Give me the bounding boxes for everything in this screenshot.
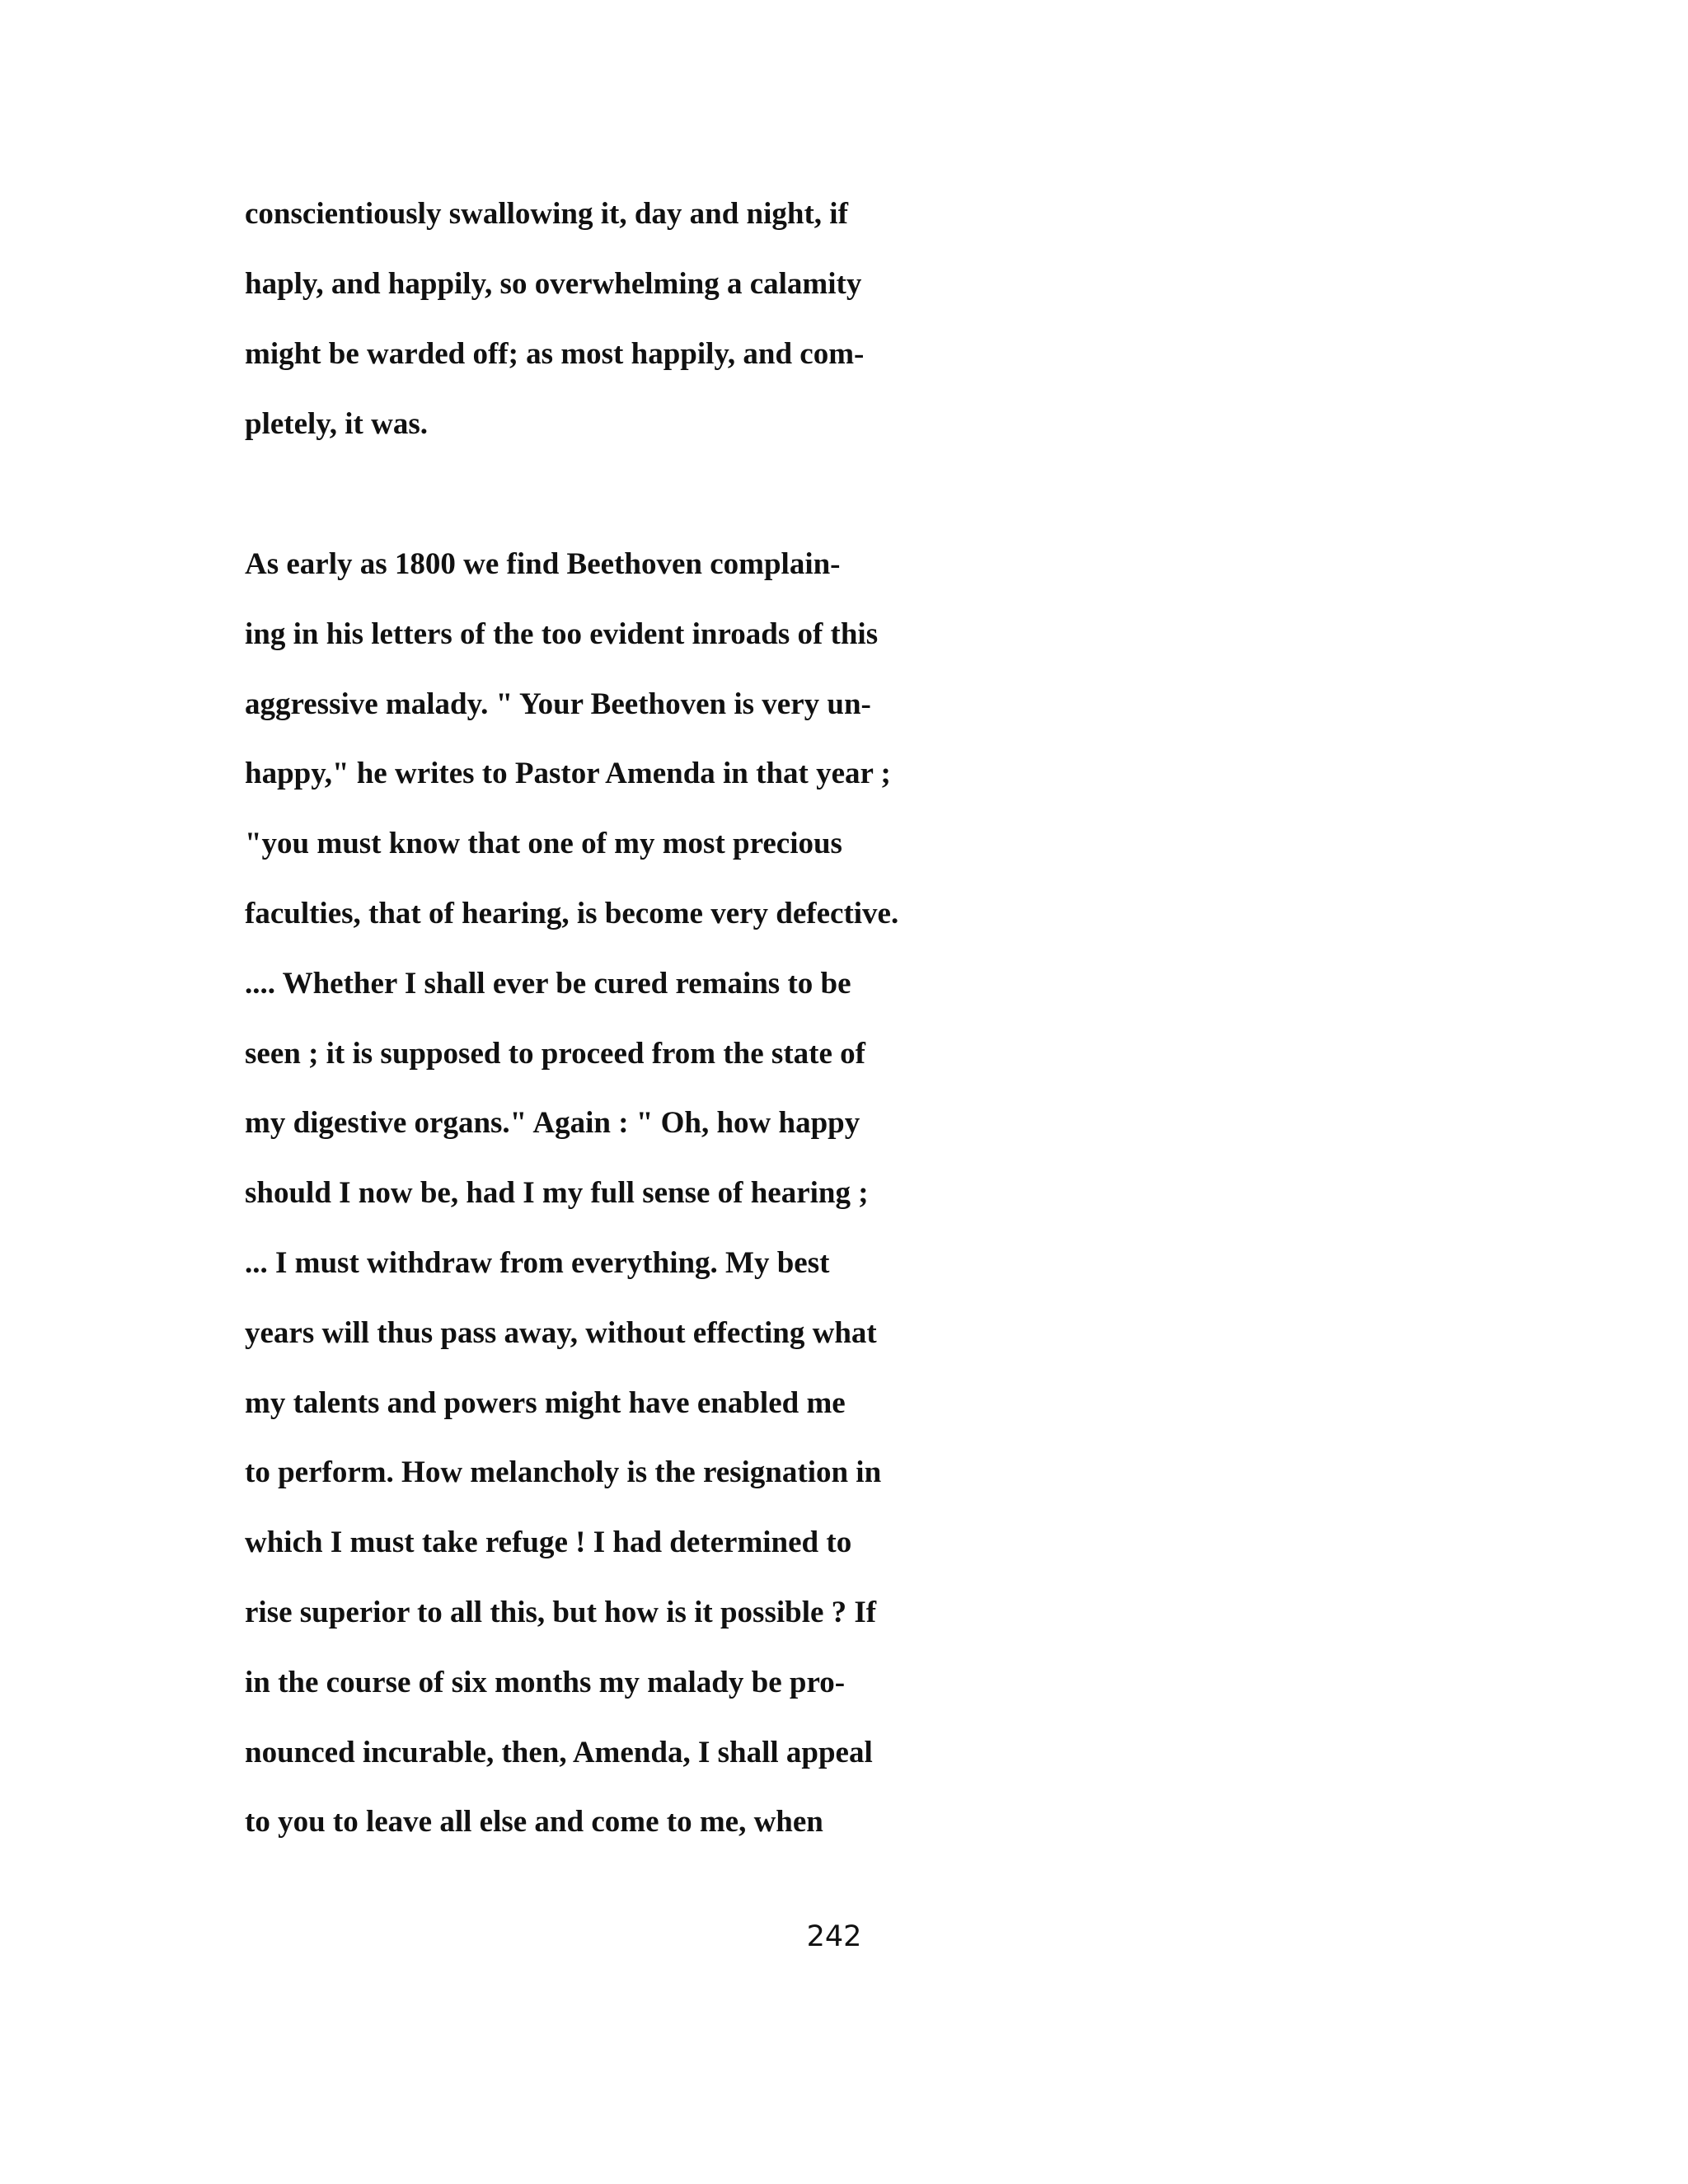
text-line: happy," he writes to Pastor Amenda in that year ; (245, 757, 891, 790)
text-line: years will thus pass away, without effecting what (245, 1316, 877, 1350)
text-line: which I must take refuge ! I had determined to (245, 1526, 852, 1559)
text-line: in the course of six months my malady be pro- (245, 1666, 846, 1699)
text-line: nounced incurable, then, Amenda, I shall appeal (245, 1736, 873, 1769)
text-line: to perform. How melancholy is the resignation in (245, 1455, 882, 1489)
text-line: rise superior to all this, but how is it possible ? If (245, 1596, 877, 1629)
text-line: "you must know that one of my most precious (245, 827, 842, 860)
text-line: should I now be, had I my full sense of hearing ; (245, 1176, 869, 1210)
text-line: seen ; it is supposed to proceed from the state of (245, 1037, 865, 1071)
text-line: faculties, that of hearing, is become very defective. (245, 897, 899, 930)
text-line: pletely, it was. (245, 407, 428, 441)
text-line: my talents and powers might have enabled me (245, 1386, 846, 1420)
text-line: conscientiously swallowing it, day and night, if (245, 197, 848, 231)
text-line: haply, and happily, so overwhelming a calamity (245, 267, 862, 301)
text-line: As early as 1800 we find Beethoven complain- (245, 547, 841, 581)
text-line: aggressive malady. " Your Beethoven is very un- (245, 687, 871, 721)
text-line: my digestive organs." Again : " Oh, how happy (245, 1106, 860, 1140)
text-line: ... I must withdraw from everything. My best (245, 1246, 830, 1280)
text-line: to you to leave all else and come to me, when (245, 1805, 823, 1839)
page-number: 242 (806, 1920, 862, 1953)
text-line: .... Whether I shall ever be cured remains to be (245, 967, 851, 1001)
text-line: might be warded off; as most happily, and com- (245, 337, 865, 371)
text-line: ing in his letters of the too evident inroads of this (245, 617, 879, 651)
